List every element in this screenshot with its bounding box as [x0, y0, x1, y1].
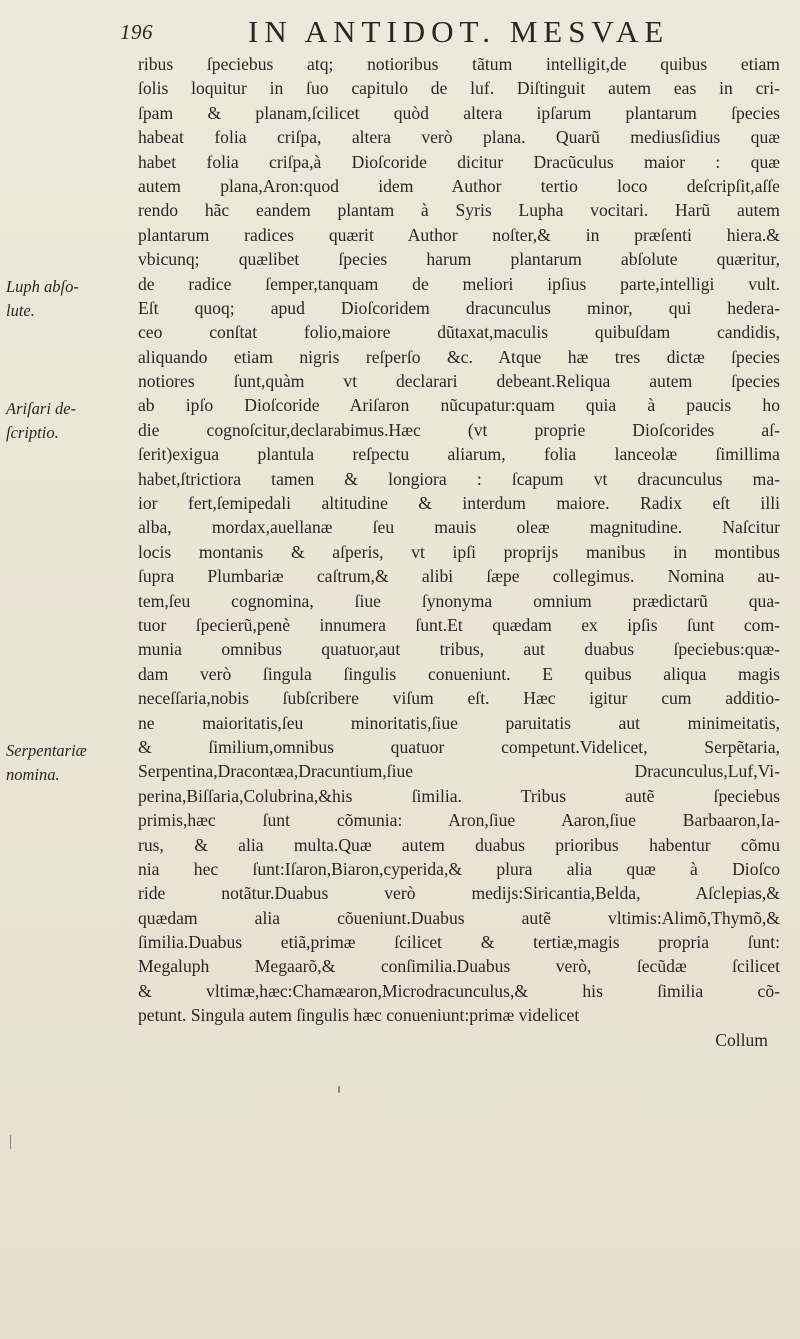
- text-line: plantarum radices quærit Author noſter,& in præſenti hiera.&: [138, 224, 780, 245]
- text-line: dam verò ſingula ſingulis conueniunt. E quibus aliqua magis: [138, 663, 780, 684]
- text-line: primis,hæc ſunt cõmunia: Aron,ſiue Aaron,ſiue Barbaaron,Ia-: [138, 810, 780, 831]
- catchword: Collum: [715, 1029, 768, 1050]
- margin-note-line: nomina.: [6, 765, 60, 785]
- text-line: & vltimæ,hæc:Chamæaron,Microdracunculus,& his ſimilia cõ-: [138, 980, 780, 1001]
- text-line: autem plana,Aron:quod idem Author tertio loco deſcripſit,aſſe: [138, 175, 780, 196]
- text-line: ſpam & planam,ſcilicet quòd altera ipſarum plantarum ſpecies: [138, 102, 780, 123]
- margin-note-line: Serpentariæ: [6, 741, 87, 760]
- margin-note-line: Luph abſo-: [6, 277, 79, 296]
- text-line: ribus ſpeciebus atq; notioribus tãtum intelligit,de quibus etiam: [138, 54, 780, 74]
- margin-note-serpentariae-nomina: [6, 739, 136, 788]
- text-line: ne maioritatis,ſeu minoritatis,ſiue paruitatis aut minimeitatis,: [138, 712, 780, 733]
- text-line: & ſimilium,omnibus quatuor competunt.Videlicet, Serpẽtaria,: [138, 736, 780, 757]
- text-line: habet folia criſpa,à Dioſcoride dicitur Dracũculus maior : quæ: [138, 151, 780, 172]
- text-line: neceſſaria,nobis ſubſcribere viſum eſt. Hæc igitur cum additio-: [138, 688, 780, 709]
- text-line: rendo hãc eandem plantam à Syris Lupha vocitari. Harũ autem: [138, 200, 780, 221]
- text-line: ſupra Plumbariæ caſtrum,& alibi ſæpe collegimus. Nomina au-: [138, 566, 780, 587]
- running-title: IN ANTIDOT. MESVAE: [248, 14, 670, 49]
- main-text: [138, 52, 780, 1052]
- text-line: de radice ſemper,tanquam de meliori ipſius parte,intelligi vult.: [138, 273, 780, 294]
- text-line: Megaluph Megaarõ,& conſimilia.Duabus verò, ſecũdæ ſcilicet: [138, 956, 780, 977]
- text-line: tuor ſpecierũ,penè innumera ſunt.Et quædam ex ipſis ſunt com-: [138, 614, 780, 635]
- ink-speck: [338, 1086, 340, 1093]
- page-number: 196: [120, 20, 153, 44]
- text-line: quædam alia cõueniunt.Duabus autẽ vltimis:Alimõ,Thymõ,&: [138, 907, 780, 928]
- text-line: ab ipſo Dioſcoride Ariſaron nũcupatur:quam quia à paucis ho: [138, 395, 780, 416]
- text-line: ceo conſtat folio,maiore dũtaxat,maculis quibuſdam candidis,: [138, 322, 780, 343]
- text-line: rus, & alia multa.Quæ autem duabus prioribus habentur cõmu: [138, 834, 780, 855]
- margin-note-line: lute.: [6, 301, 35, 321]
- ink-speck: [10, 1135, 11, 1149]
- text-line: ſolis loquitur in ſuo capitulo de luf. Diſtinguit autem eas in cri-: [138, 78, 780, 99]
- text-line: ior fert,ſemipedali altitudine & interdum maiore. Radix eſt illi: [138, 493, 780, 514]
- text-line: nia hec ſunt:Iſaron,Biaron,cyperida,& plura alia quæ à Dioſco: [138, 858, 780, 879]
- margin-note-line: Ariſari de-: [6, 399, 77, 418]
- text-line: locis montanis & aſperis, vt ipſi proprijs manibus in montibus: [138, 541, 780, 562]
- text-line: tem,ſeu cognomina, ſiue ſynonyma omnium prædictarũ qua-: [138, 590, 780, 611]
- text-line: petunt. Singula autem ſingulis hæc conueniunt:primæ videlicet: [138, 1005, 580, 1026]
- text-line: Serpentina,Dracontæa,Dracuntium,ſiue Dracunculus,Luf,Vi-: [138, 761, 780, 782]
- text-line: ſerit)exigua plantula reſpectu aliarum, folia lanceolæ ſimillima: [138, 444, 780, 465]
- text-line: munia omnibus quatuor,aut tribus, aut duabus ſpeciebus:quæ-: [138, 639, 780, 660]
- text-line: alba, mordax,auellanæ ſeu mauis oleæ magnitudine. Naſcitur: [138, 517, 780, 538]
- margin-note-luph-absolute: [6, 275, 136, 324]
- margin-note-arisari-descriptio: [6, 397, 136, 446]
- text-line: aliquando etiam nigris reſperſo &c. Atque hæ tres dictæ ſpecies: [138, 346, 780, 367]
- text-line: ride notãtur.Duabus verò medijs:Siricantia,Belda, Aſclepias,&: [138, 883, 780, 904]
- text-line: Eſt quoq; apud Dioſcoridem dracunculus minor, qui hedera-: [138, 297, 780, 318]
- text-line: vbicunq; quælibet ſpecies harum plantarum abſolute quæritur,: [138, 249, 780, 270]
- text-line: ſimilia.Duabus etiã,primæ ſcilicet & tertiæ,magis propria ſunt:: [138, 932, 780, 953]
- text-line: habet,ſtrictiora tamen & longiora : ſcapum vt dracunculus ma-: [138, 468, 780, 489]
- text-line: notiores ſunt,quàm vt declarari debeant.Reliqua autem ſpecies: [138, 371, 780, 392]
- text-line: perina,Biſſaria,Colubrina,&his ſimilia. Tribus autẽ ſpeciebus: [138, 785, 780, 806]
- margin-note-line: ſcriptio.: [6, 423, 59, 443]
- text-line: habeat folia criſpa, altera verò plana. Quarũ mediusſidius quæ: [138, 127, 780, 148]
- text-line: die cognoſcitur,declarabimus.Hæc (vt proprie Dioſcorides aſ-: [138, 419, 780, 440]
